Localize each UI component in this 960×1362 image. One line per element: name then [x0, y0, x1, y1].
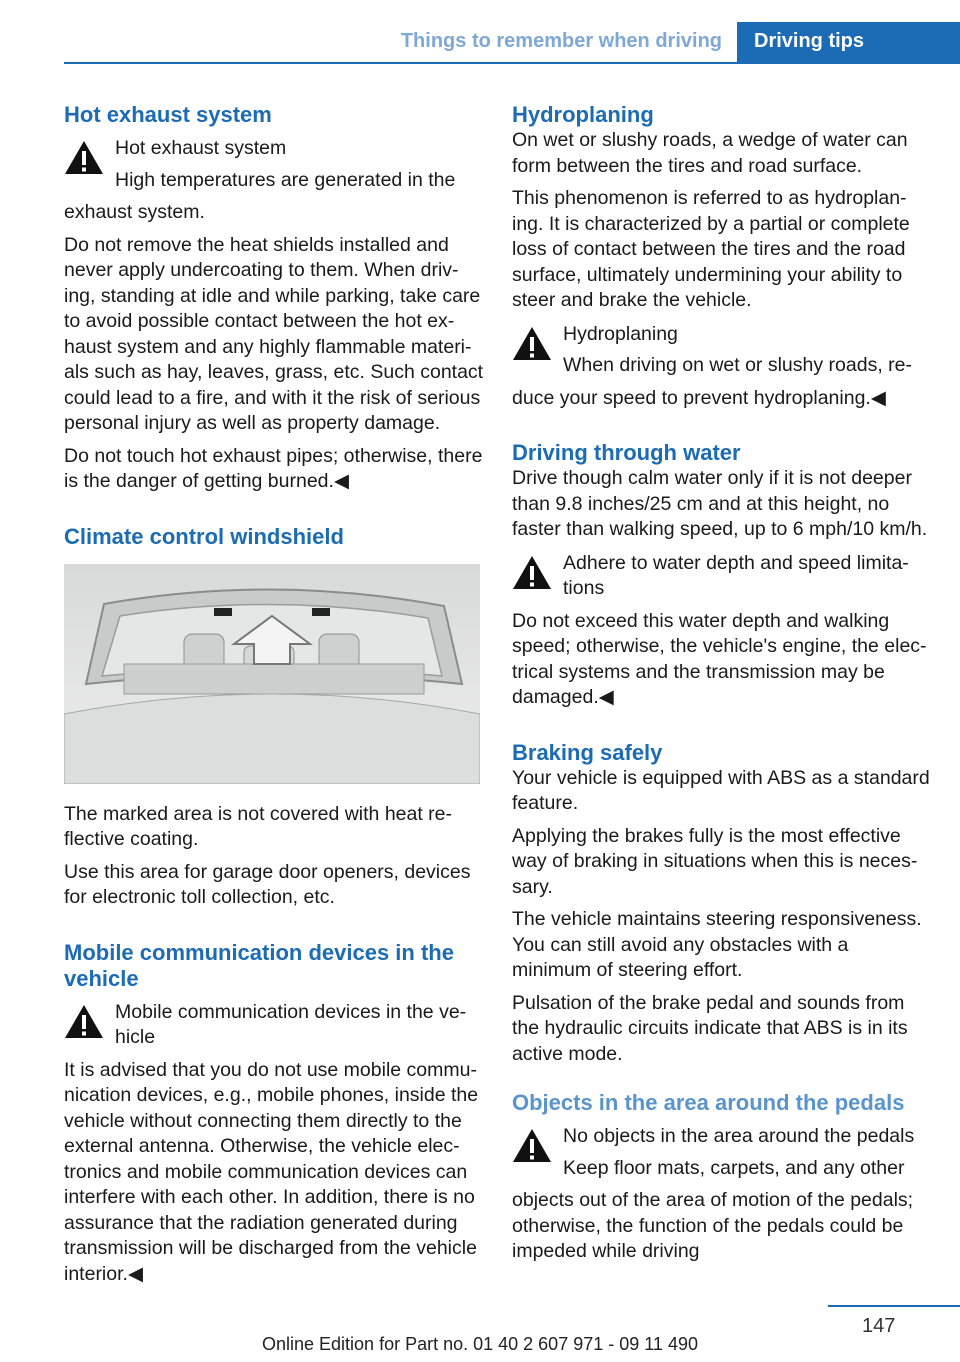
paragraph: Pulsation of the brake pedal and sounds from the hydraulic circuits indicate that ABS is in its active mode. — [512, 991, 908, 1065]
climate-windshield-heading: Climate control windshield — [64, 523, 344, 549]
warning-text: Keep floor mats, carpets, and any other — [563, 1156, 905, 1179]
warning-title: Adhere to water depth and speed limita‐tions — [563, 551, 909, 599]
paragraph: This phenomenon is referred to as hydroplan‐ing. It is characterized by a partial or complete loss of contact between the tires and the road surface, ultimately undermining your ability to steer and brake the vehicle. — [512, 187, 910, 311]
warning-triangle-icon — [512, 1128, 552, 1163]
warning-triangle-icon — [64, 1004, 104, 1039]
hydroplaning-heading: Hydroplaning — [512, 102, 654, 127]
warning-title: Hot exhaust system — [115, 137, 287, 159]
warning-text-continued: duce your speed to prevent hydroplaning.◀ — [512, 386, 886, 409]
page-number: 147 — [862, 1315, 896, 1337]
paragraph: On wet or slushy roads, a wedge of water can form between the tires and road surface. — [512, 129, 908, 177]
hot-exhaust-heading: Hot exhaust system — [64, 102, 272, 127]
driving-through-water-heading: Driving through water — [512, 440, 741, 465]
online-edition-footer: Online Edition for Part no. 01 40 2 607 971 - 09 11 490 — [262, 1334, 698, 1354]
paragraph: Applying the brakes fully is the most effective way of braking in situations when this is neces‐sary. — [512, 824, 918, 898]
header-section-title: Things to remember when driving — [400, 30, 722, 52]
paragraph: The vehicle maintains steering responsiveness. You can still avoid any obstacles with a minimum of steering effort. — [512, 908, 922, 981]
warning-triangle-icon — [512, 326, 552, 361]
hot-exhaust-warning — [64, 136, 484, 193]
windshield-illustration — [64, 564, 480, 784]
paragraph: It is advised that you do not use mobile commu‐nication devices, e.g., mobile phones, inside the vehicle without connecting them directly to the external antenna. Otherwise, the vehicle elec‐tronics and mobile communication devices can interfere with each other. In addition, there is no assurance that the radiation generated during transmission will be discharged from the vehicle interior.◀ — [64, 1058, 479, 1285]
paragraph: Do not touch hot exhaust pipes; otherwise, there is the danger of getting burned.◀ — [64, 444, 483, 492]
warning-triangle-icon — [64, 140, 104, 175]
paragraph: Drive though calm water only if it is not deeper than 9.8 inches/25 cm and at this height, no faster than walking speed, up to 6 mph/10 km/h. — [512, 467, 928, 540]
header-rule — [64, 62, 960, 64]
left-column — [64, 102, 484, 1294]
warning-title: Hydroplaning — [563, 322, 678, 345]
warning-text: High temperatures are generated in the — [115, 168, 456, 191]
paragraph: Do not remove the heat shields installed and never apply undercoating to them. When driv‐ing, standing at idle and while parking, take care to avoid possible contact between the hot ex‐haust system and any highly flammable materi‐als such as hay, leaves, grass, etc. Such contact could lead to a fire, and with it the risk of serious personal injury as well as property damage. — [64, 233, 484, 434]
paragraph: Your vehicle is equipped with ABS as a standard feature. — [512, 766, 930, 814]
braking-safely-heading: Braking safely — [512, 739, 663, 765]
mobile-devices-warning — [64, 1000, 484, 1051]
warning-text: When driving on wet or slushy roads, re‐ — [563, 354, 912, 376]
warning-text-continued: objects out of the area of motion of the pedals; otherwise, the function of the pedals could be impeded while driving — [512, 1189, 914, 1262]
mobile-devices-heading: Mobile communication devices in the vehicle — [64, 939, 454, 991]
right-column — [512, 102, 932, 1272]
footer-rule — [828, 1305, 960, 1307]
warning-text-continued: exhaust system. — [64, 201, 205, 223]
warning-title: No objects in the area around the pedals — [563, 1125, 915, 1147]
water-warning — [512, 551, 932, 602]
paragraph: The marked area is not covered with heat re‐flective coating. — [64, 802, 453, 850]
warning-triangle-icon — [512, 555, 552, 590]
header-chapter-tab: Driving tips — [737, 22, 960, 64]
paragraph: Use this area for garage door openers, devices for electronic toll collection, etc. — [64, 860, 471, 908]
hydroplaning-warning — [512, 322, 932, 379]
pedals-area-heading: Objects in the area around the pedals — [512, 1090, 905, 1115]
pedals-warning — [512, 1124, 932, 1181]
warning-title: Mobile communication devices in the ve‐hicle — [115, 1000, 467, 1048]
paragraph: Do not exceed this water depth and walking speed; otherwise, the vehicle's engine, the elec‐trical systems and the transmission may be damaged.◀ — [512, 609, 927, 708]
